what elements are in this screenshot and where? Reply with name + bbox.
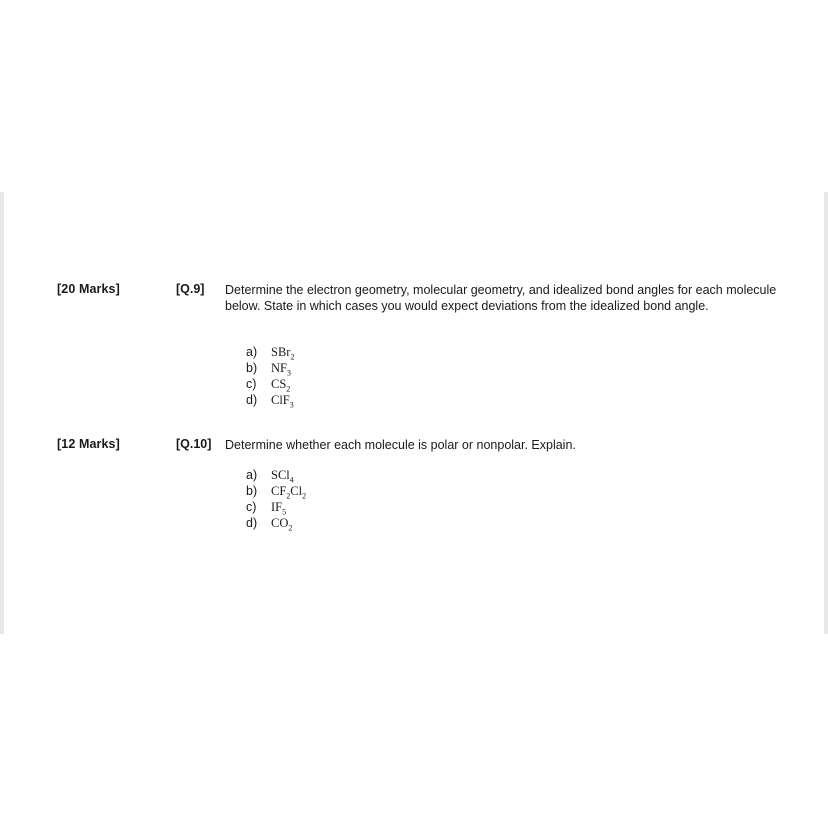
list-item <box>246 344 294 360</box>
question-number: [Q.9] <box>176 282 205 296</box>
molecule-formula: $CO_2$ <box>271 516 293 533</box>
molecule-formula: $NF_3$ <box>271 361 291 378</box>
molecule-formula: SBr$_2$ <box>271 345 295 362</box>
item-letter: b) <box>246 361 258 375</box>
molecule-list <box>246 344 294 408</box>
molecule-formula: $CF_2Cl_2$ <box>271 484 307 501</box>
page-left-edge <box>0 192 4 634</box>
list-item <box>246 515 306 531</box>
formula-subscript: 2 <box>286 384 291 394</box>
molecule-formula: ClF$_3$ <box>271 393 294 410</box>
formula-subscript: 4 <box>289 475 294 485</box>
list-item <box>246 467 306 483</box>
list-item <box>246 483 306 499</box>
item-letter: a) <box>246 468 258 482</box>
item-letter: d) <box>246 516 258 530</box>
formula-subscript: 2 <box>302 491 307 501</box>
molecule-formula: $CS_2$ <box>271 377 291 394</box>
molecule-formula: SCl$_4$ <box>271 468 294 485</box>
list-item <box>246 499 306 515</box>
formula-subscript: 3 <box>289 400 294 410</box>
marks-label: [12 Marks] <box>57 437 120 451</box>
question-text: Determine the electron geometry, molecular geometry, and idealized bond angles for each molecule below. State in which cases you would expect deviations from the idealized bond angle. <box>225 283 777 313</box>
formula-subscript: 2 <box>286 491 291 501</box>
molecule-list <box>246 467 306 531</box>
formula-subscript: 3 <box>286 368 291 378</box>
question-text: Determine whether each molecule is polar or nonpolar. Explain. <box>225 438 576 452</box>
item-letter: d) <box>246 393 258 407</box>
marks-label: [20 Marks] <box>57 282 120 296</box>
list-item <box>246 376 294 392</box>
item-letter: a) <box>246 345 258 359</box>
page-right-edge <box>824 192 828 634</box>
item-letter: b) <box>246 484 258 498</box>
question-number: [Q.10] <box>176 437 212 451</box>
molecule-formula: $IF_5$ <box>271 500 287 517</box>
formula-subscript: 2 <box>288 523 293 533</box>
item-letter: c) <box>246 377 257 391</box>
list-item <box>246 392 294 408</box>
list-item <box>246 360 294 376</box>
formula-subscript: 2 <box>290 352 295 362</box>
formula-subscript: 5 <box>282 507 287 517</box>
item-letter: c) <box>246 500 257 514</box>
